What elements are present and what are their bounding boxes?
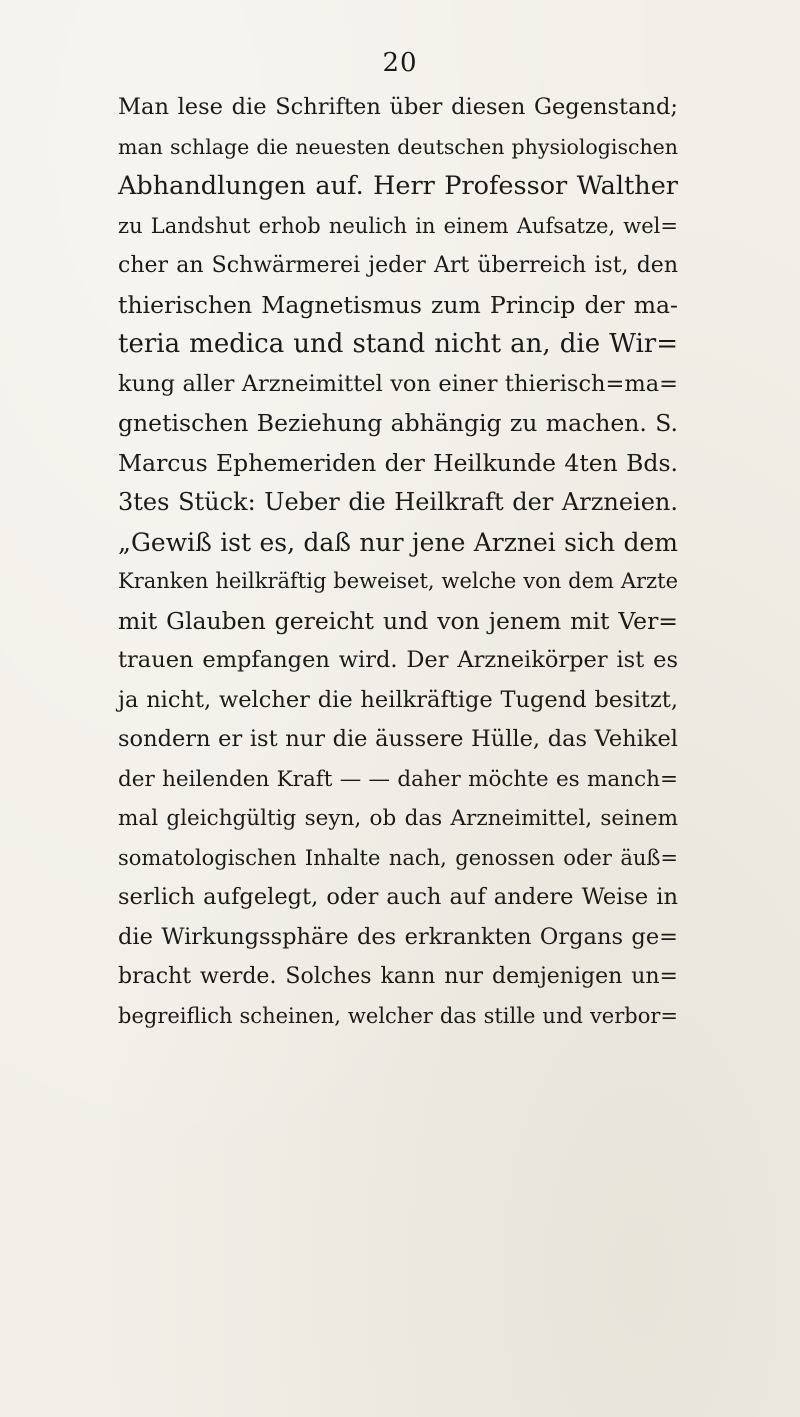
text-line: cher an Schwärmerei jeder Art überreich ist, den bbox=[118, 253, 678, 278]
text-line: man schlage die neuesten deutschen physiologischen bbox=[118, 134, 678, 159]
page-number: 20 bbox=[382, 48, 418, 78]
text-line: teria medica und stand nicht an, die Wir= bbox=[118, 329, 678, 359]
text-line: Marcus Ephemeriden der Heilkunde 4ten Bds. bbox=[118, 448, 678, 477]
text-line: sondern er ist nur die äussere Hülle, das Vehikel bbox=[118, 726, 678, 752]
text-line: gnetischen Beziehung abhängig zu machen. S. bbox=[118, 409, 678, 437]
text-line: somatologischen Inhalte nach, genossen oder äuß= bbox=[118, 845, 678, 870]
text-line: Man lese die Schriften über diesen Gegenstand; bbox=[118, 94, 678, 120]
text-line: Kranken heilkräftig beweiset, welche von dem Arzte bbox=[118, 569, 678, 593]
text-line: ja nicht, welcher die heilkräftige Tugend besitzt, bbox=[118, 686, 678, 713]
text-line: „Gewiß ist es, daß nur jene Arznei sich dem bbox=[118, 527, 678, 557]
text-line: mit Glauben gereicht und von jenem mit Ver= bbox=[118, 606, 678, 635]
text-line: mal gleichgültig seyn, ob das Arzneimittel, seinem bbox=[118, 806, 678, 831]
text-line: 3tes Stück: Ueber die Heilkraft der Arzneien. bbox=[118, 488, 678, 516]
text-line: kung aller Arzneimittel von einer thierisch=ma= bbox=[118, 370, 678, 397]
body-text bbox=[118, 88, 678, 1036]
text-line: die Wirkungssphäre des erkrankten Organs ge= bbox=[118, 923, 678, 950]
text-line: serlich aufgelegt, oder auch auf andere Weise in bbox=[118, 884, 678, 910]
text-line: Abhandlungen auf. Herr Professor Walther bbox=[118, 171, 678, 201]
text-line: begreiflich scheinen, welcher das stille und verbor= bbox=[118, 1003, 678, 1028]
text-line: zu Landshut erhob neulich in einem Aufsatze, wel= bbox=[118, 213, 678, 238]
text-line: der heilenden Kraft — — daher möchte es manch= bbox=[118, 766, 678, 792]
text-line: bracht werde. Solches kann nur demjenigen un= bbox=[118, 964, 678, 989]
text-line: trauen empfangen wird. Der Arzneikörper ist es bbox=[118, 647, 678, 673]
text-line: thierischen Magnetismus zum Princip der ma- bbox=[118, 290, 678, 319]
